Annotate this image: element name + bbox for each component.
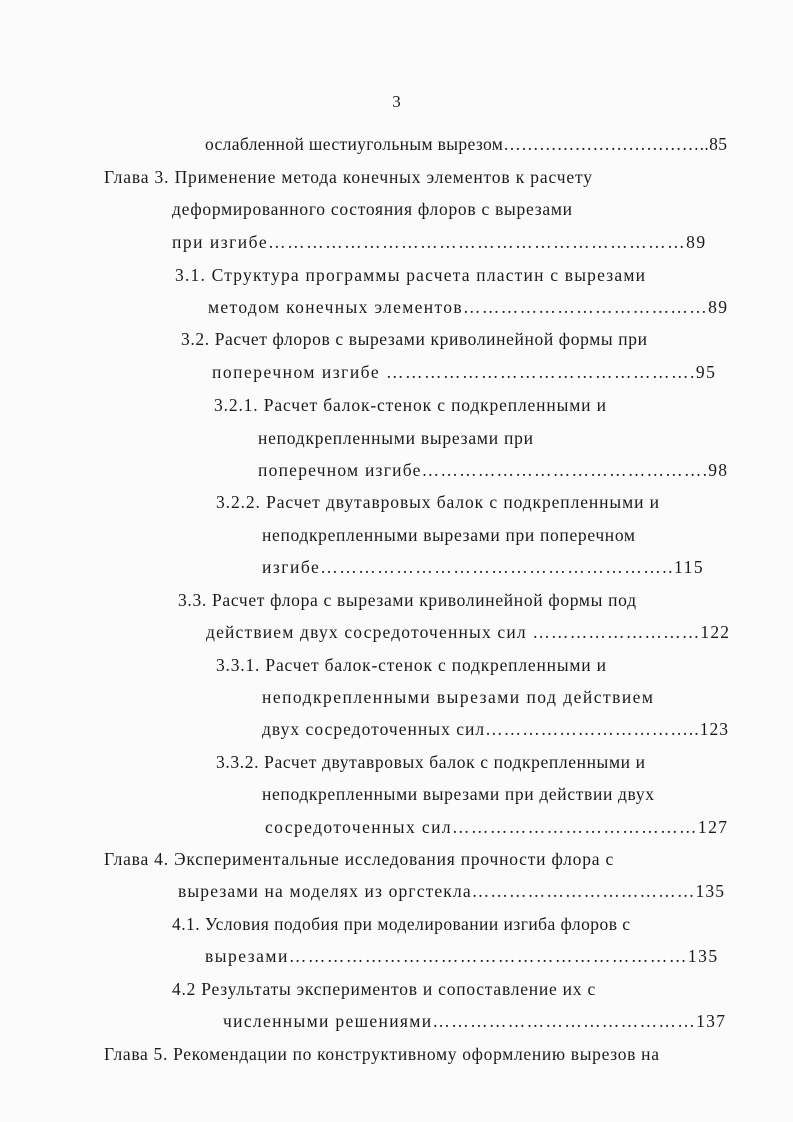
toc-section-3-3-1: 3.3.1. Расчет балок-стенок с подкрепленными и (216, 655, 607, 675)
toc-section-3-3-2-cont: неподкрепленными вырезами при действии двух (262, 784, 655, 804)
toc-chapter-5-heading: Глава 5. Рекомендации по конструктивному оформлению вырезов на (104, 1044, 660, 1064)
toc-chapter-3-heading: Глава 3. Применение метода конечных элементов к расчету (104, 167, 593, 187)
toc-section-3-1-end: методом конечных элементов…………………………………89 (208, 297, 729, 317)
toc-section-3-2-2: 3.2.2. Расчет двутавровых балок с подкрепленными и (216, 492, 660, 512)
toc-section-3-3-2: 3.3.2. Расчет двутавровых балок с подкрепленными и (216, 752, 646, 772)
toc-section-3-2-1-cont: неподкрепленными вырезами при (258, 428, 534, 448)
toc-section-4-1: 4.1. Условия подобия при моделировании изгиба флоров с (172, 914, 631, 934)
toc-section-3-3: 3.3. Расчет флора с вырезами криволинейной формы под (178, 590, 637, 610)
toc-section-3-3-end: действием двух сосредоточенных сил ………………………122 (206, 622, 731, 642)
toc-chapter-4-heading-end: вырезами на моделях из оргстекла………………………………135 (178, 881, 726, 901)
toc-section-3-2-1: 3.2.1. Расчет балок-стенок с подкрепленными и (214, 395, 607, 415)
toc-section-3-2-2-end: изгибе………………………………………………..115 (262, 557, 705, 577)
toc-section-3-3-2-end: сосредоточенных сил…………………………………127 (265, 817, 729, 837)
page-number: 3 (392, 92, 401, 111)
toc-section-4-2-end: численными решениями……………………………………137 (223, 1011, 727, 1031)
toc-section-3-1: 3.1. Структура программы расчета пластин с вырезами (175, 265, 647, 285)
toc-section-4-2: 4.2 Результаты экспериментов и сопоставление их с (172, 979, 596, 999)
toc-section-3-3-1-end: двух сосредоточенных сил……………………………..123 (262, 719, 730, 739)
toc-line-continuation: ослабленной шестиугольным вырезом……………………………..85 (205, 134, 728, 154)
toc-section-3-2-end: поперечном изгибе ………………………………………….95 (212, 362, 717, 382)
toc-section-3-2: 3.2. Расчет флоров с вырезами криволинейной формы при (181, 329, 648, 349)
toc-chapter-4-heading: Глава 4. Экспериментальные исследования прочности флора с (104, 849, 615, 869)
toc-section-4-1-end: вырезами………………………………………………………135 (205, 946, 719, 966)
toc-section-3-2-1-end: поперечном изгибе……………………………………….98 (258, 460, 729, 480)
toc-chapter-3-heading-end: при изгибе…………………………………………………………89 (172, 232, 707, 252)
toc-section-3-3-1-cont: неподкрепленными вырезами под действием (262, 687, 655, 707)
toc-section-3-2-2-cont: неподкрепленными вырезами при поперечном (262, 525, 636, 545)
toc-chapter-3-heading-cont: деформированного состояния флоров с вырезами (172, 199, 573, 219)
